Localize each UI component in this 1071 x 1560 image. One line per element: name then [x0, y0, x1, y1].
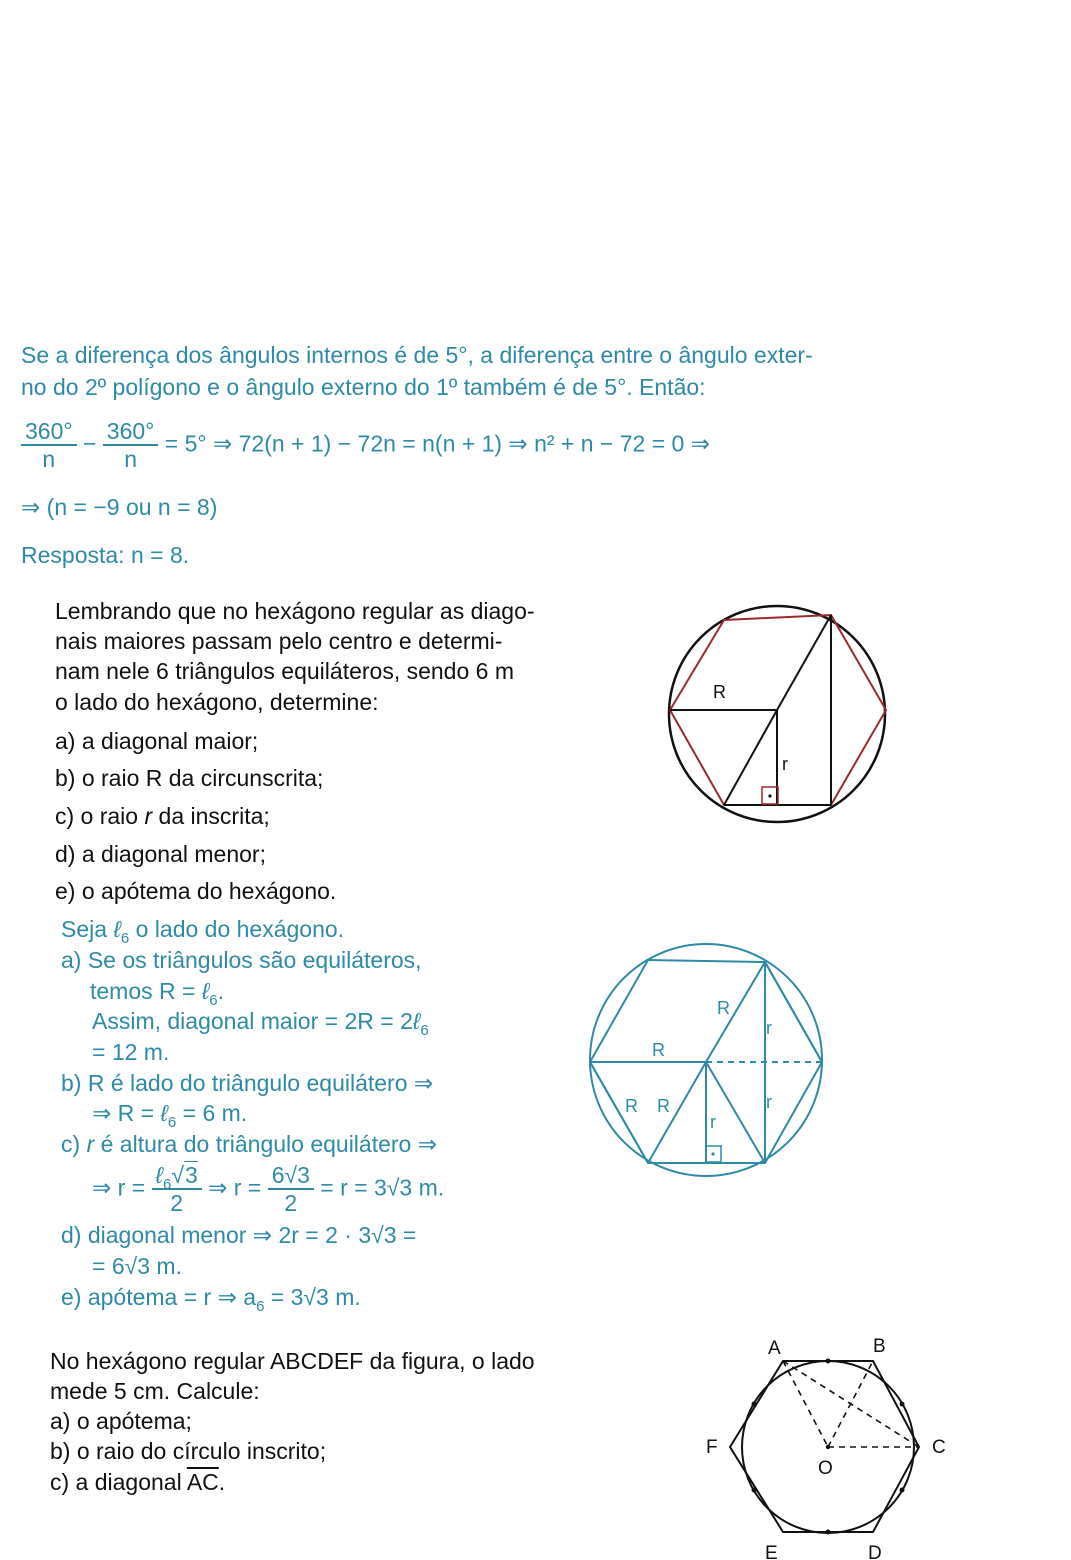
solution2-d2: = 6√3 m.: [92, 1253, 182, 1279]
label-R: R: [713, 682, 726, 702]
problem2-item-c: c) o raio r da inscrita;: [55, 803, 270, 829]
answer1-equation: $\frac{360^\circ}{n}$ − $\frac{360^\circ}{n}$ = 5° ⇒ 72(n + 1) − 72n = n(n + 1) ⇒ n² + n − 72 = 0 ⇒: [21, 418, 710, 473]
fraction-6sqrt3-over-2: $\frac{6√3}{2}$: [268, 1162, 314, 1217]
label-R-top: R: [717, 998, 730, 1018]
label-R-mid: R: [652, 1040, 665, 1060]
answer1-line4: ⇒ (n = −9 ou n = 8): [21, 494, 218, 520]
hexagon-figure-1: [660, 598, 896, 834]
problem2-line: Lembrando que no hexágono regular as diago-: [55, 598, 535, 624]
label-r-right: r: [766, 1092, 772, 1112]
problem3-item-c: c) a diagonal $\overline{AC}$.: [50, 1469, 226, 1495]
answer1-line2: no do 2º polígono e o ângulo externo do 1º também é de 5°. Então:: [21, 374, 706, 400]
problem2-line: o lado do hexágono, determine:: [55, 689, 379, 715]
problem2-item-d: d) a diagonal menor;: [55, 841, 266, 867]
solution2-a2: temos R = ℓ$_6$.: [90, 978, 225, 1009]
answer1-line1: Se a diferença dos ângulos internos é de 5°, a diferença entre o ângulo exter-: [21, 342, 813, 368]
label-R-right: R: [657, 1096, 670, 1116]
solution2-a3: Assim, diagonal maior = 2R = 2ℓ$_6$: [92, 1008, 429, 1039]
vertex-D-label: D: [868, 1543, 882, 1560]
vertex-F-label: F: [706, 1437, 718, 1458]
problem2-item-a: a) a diagonal maior;: [55, 728, 259, 754]
label-r: r: [782, 754, 788, 774]
fraction-360-over-n-2: $\frac{360^\circ}{n}$: [103, 418, 159, 473]
solution2-a4: = 12 m.: [92, 1039, 170, 1065]
vertex-A-label: A: [768, 1338, 781, 1359]
hexagon-figure-2: [585, 942, 827, 1178]
solution2-seja: Seja ℓ$_6$ o lado do hexágono.: [61, 916, 345, 947]
solution2-a1: a) Se os triângulos são equiláteros,: [61, 947, 422, 973]
center-O-label: O: [818, 1458, 833, 1479]
problem3-line1: No hexágono regular ABCDEF da figura, o lado: [50, 1348, 535, 1374]
fraction-l6-sqrt3-over-2: $\frac{\ell_6√3}{2}$: [152, 1162, 202, 1217]
problem2-line: nam nele 6 triângulos equiláteros, sendo 6 m: [55, 658, 515, 684]
solution2-b2: ⇒ R = ℓ$_6$ = 6 m.: [92, 1100, 248, 1131]
answer1-resposta: Resposta: n = 8.: [21, 542, 190, 568]
label-R-left: R: [625, 1096, 638, 1116]
solution2-c2: ⇒ r = $\frac{\ell_6√3}{2}$ ⇒ r = $\frac{6√3}{2}$ = r = 3√3 m.: [92, 1162, 445, 1217]
problem2-item-b: b) o raio R da circunscrita;: [55, 765, 324, 791]
solution2-d1: d) diagonal menor ⇒ 2r = 2 · 3√3 =: [61, 1222, 417, 1248]
problem2-item-e: e) o apótema do hexágono.: [55, 878, 337, 904]
vertex-E-label: E: [765, 1543, 778, 1560]
solution2-c1: c) r é altura do triângulo equilátero ⇒: [61, 1131, 437, 1157]
label-r-inner: r: [710, 1112, 716, 1132]
vertex-B-label: B: [873, 1336, 886, 1357]
problem2-line: nais maiores passam pelo centro e determi-: [55, 628, 503, 654]
vertex-C-label: C: [932, 1437, 946, 1458]
problem3-item-b: b) o raio do círculo inscrito;: [50, 1438, 327, 1464]
hexagon-figure-3: [700, 1332, 950, 1560]
fraction-360-over-n-1: $\frac{360^\circ}{n}$: [21, 418, 77, 473]
solution2-b1: b) R é lado do triângulo equilátero ⇒: [61, 1070, 434, 1096]
problem3-item-a: a) o apótema;: [50, 1408, 192, 1434]
solution2-e1: e) apótema = r ⇒ $a_6 = 3√3$ m.: [61, 1284, 361, 1315]
problem3-line2: mede 5 cm. Calcule:: [50, 1378, 260, 1404]
label-r-top: r: [766, 1018, 772, 1038]
